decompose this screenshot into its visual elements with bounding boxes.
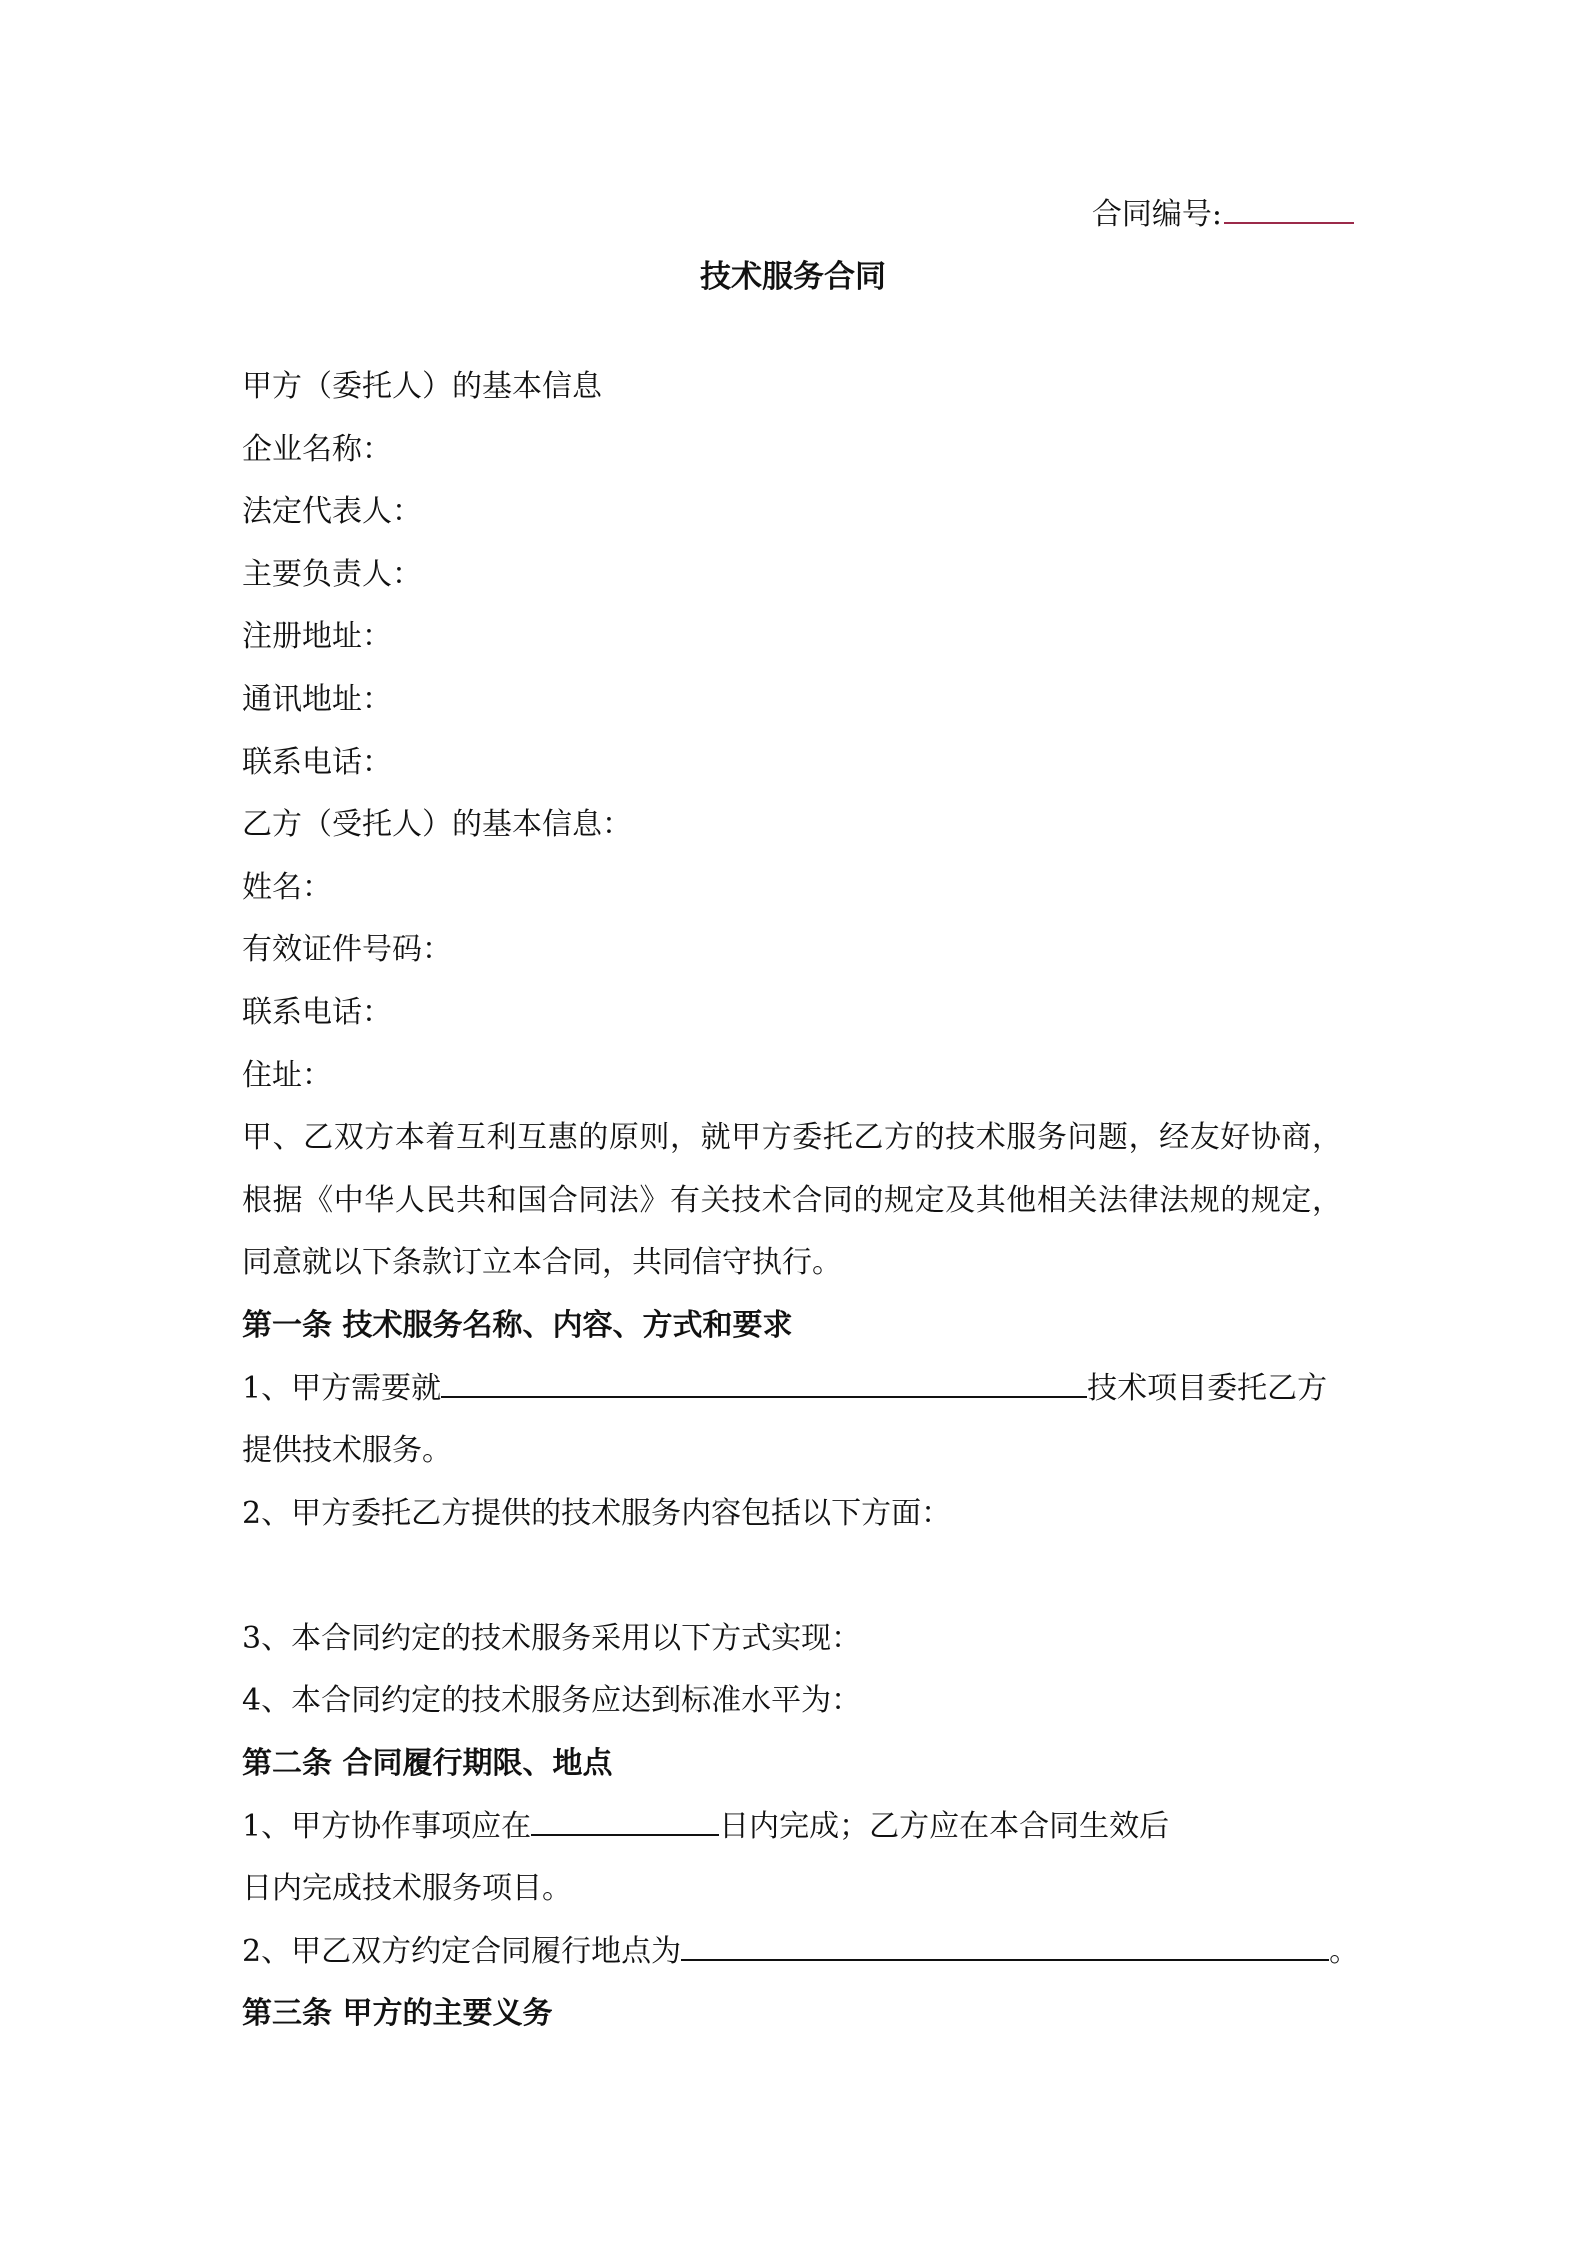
article-2-item-2-lead: 2、甲乙双方约定合同履行地点为 <box>242 1933 682 1969</box>
preamble-paragraph: 甲、乙双方本着互利互惠的原则，就甲方委托乙方的技术服务问题，经友好协商，根据《中华人民共和国合同法》有关技术合同的规定及其他相关法律法规的规定，同意就以下条款订立本合同，共同信守执行。 <box>242 1120 1342 1281</box>
party-b-address-field: 住址： <box>242 1057 332 1093</box>
article-1-item-2: 2、甲方委托乙方提供的技术服务内容包括以下方面： <box>242 1495 952 1531</box>
article-2-heading: 第二条 合同履行期限、地点 <box>242 1746 613 1782</box>
party-b-name-field: 姓名： <box>242 869 332 905</box>
article-1-item-1-lead: 1、甲方需要就 <box>242 1370 442 1406</box>
party-a-reg-address-field: 注册地址： <box>242 619 392 655</box>
party-b-id-field: 有效证件号码： <box>242 932 452 968</box>
days-blank <box>531 1808 719 1836</box>
party-a-company-field: 企业名称： <box>242 431 392 467</box>
article-1-item-3: 3、本合同约定的技术服务采用以下方式实现： <box>242 1620 862 1656</box>
article-3-heading: 第三条 甲方的主要义务 <box>242 1996 553 2032</box>
party-a-legal-rep-field: 法定代表人： <box>242 494 422 530</box>
article-2-item-2-tail: 。 <box>1329 1933 1360 1969</box>
article-2-item-2 <box>242 1921 1358 1984</box>
contract-body <box>242 356 1358 2046</box>
contract-number <box>1092 192 1354 238</box>
party-a-principal-field: 主要负责人： <box>242 556 422 592</box>
party-a-phone-field: 联系电话： <box>242 744 392 780</box>
article-1-item-2-space <box>242 1545 1358 1608</box>
article-2-item-1-tail: 日内完成；乙方应在本合同生效后 <box>719 1808 1170 1844</box>
article-2-item-1 <box>242 1796 1358 1859</box>
article-2-item-1-continued: 日内完成技术服务项目。 <box>242 1871 572 1907</box>
party-b-heading: 乙方（受托人）的基本信息： <box>242 807 632 843</box>
party-a-mail-address-field: 通讯地址： <box>242 681 392 717</box>
article-1-heading: 第一条 技术服务名称、内容、方式和要求 <box>242 1307 793 1343</box>
contract-number-label: 合同编号: <box>1091 197 1222 232</box>
article-1-item-4: 4、本合同约定的技术服务应达到标准水平为： <box>242 1683 862 1719</box>
document-title: 技术服务合同 <box>700 259 886 295</box>
project-name-blank <box>441 1370 1087 1398</box>
contract-number-blank <box>1224 192 1354 224</box>
party-a-heading: 甲方（委托人）的基本信息 <box>242 369 602 404</box>
article-1-item-1 <box>242 1358 1358 1421</box>
place-blank <box>681 1933 1329 1961</box>
article-2-item-1-lead: 1、甲方协作事项应在 <box>242 1808 532 1844</box>
article-1-item-1-continued: 提供技术服务。 <box>242 1433 452 1469</box>
party-b-phone-field: 联系电话： <box>242 994 392 1030</box>
article-1-item-1-tail: 技术项目委托乙方 <box>1087 1370 1328 1406</box>
